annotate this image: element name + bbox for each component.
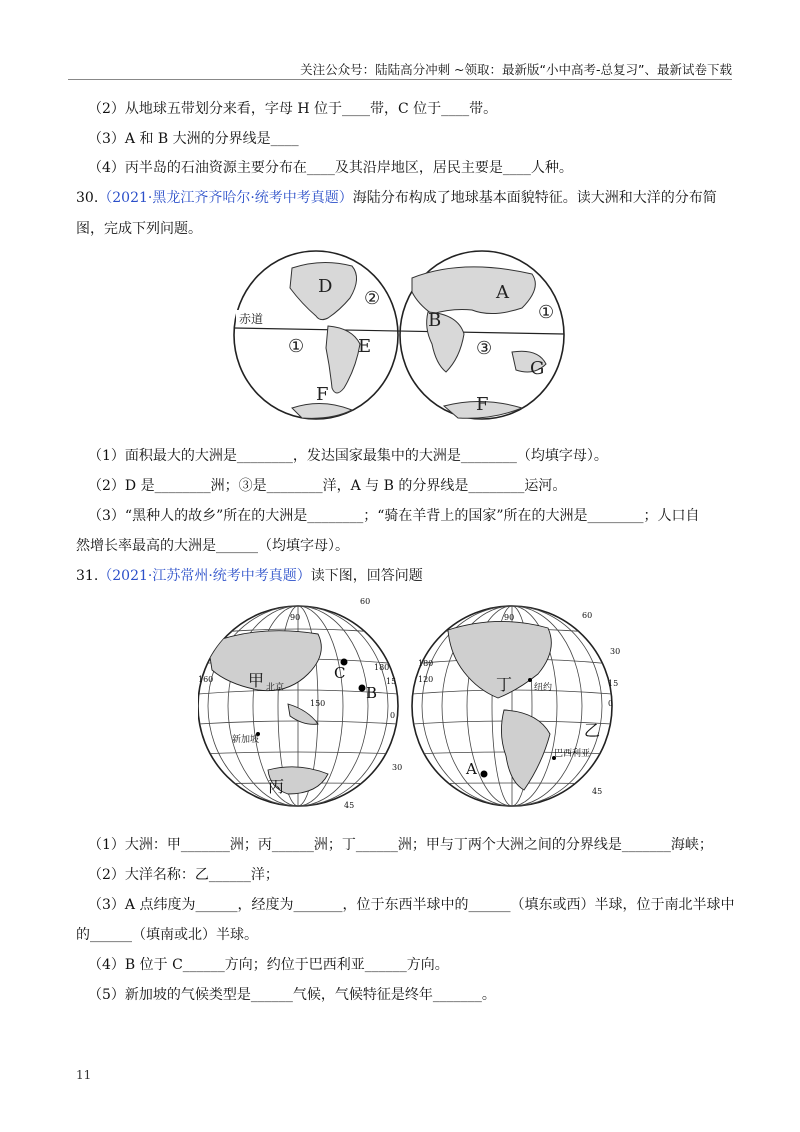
- q30-hemisphere-map: [232, 248, 566, 422]
- map-label-ocean-3: ③: [476, 338, 493, 359]
- q30-part2: （2）D 是________洲；③是________洋，A 与 B 的分界线是________运河。: [88, 478, 567, 494]
- newyork-marker: [528, 678, 532, 682]
- q31-globes-figure: [198, 594, 628, 824]
- tick-left-180: 180: [374, 663, 390, 672]
- map-label-B: B: [428, 310, 442, 331]
- page-number: 11: [76, 1068, 92, 1082]
- point-B-marker: [359, 685, 366, 692]
- map-label-E: E: [358, 336, 372, 357]
- q30-part3-line1: （3）“黑种人的故乡”所在的大洲是________；“骑在羊背上的国家”所在的大洲是________；人口自: [88, 508, 700, 524]
- q31-number: 31.: [76, 568, 99, 584]
- left-globe: [198, 597, 402, 810]
- label-C: C: [334, 664, 346, 682]
- map-label-D: D: [318, 276, 333, 297]
- q31-part2: （2）大洋名称：乙______洋；: [88, 867, 279, 883]
- q31-source[interactable]: （2021·江苏常州·统考中考真题）: [98, 568, 311, 584]
- point-A-marker: [481, 771, 488, 778]
- label-jia: 甲: [248, 671, 265, 690]
- tick-left-15: 15: [386, 677, 397, 686]
- map-label-A: A: [496, 282, 509, 303]
- header-divider: [68, 79, 732, 80]
- q29-part4: （4）丙半岛的石油资源主要分布在____及其沿岸地区，居民主要是____人种。: [88, 160, 573, 176]
- q31-part3-line1: （3）A 点纬度为______，经度为_______，位于东西半球中的______（填东或西）半球，位于南北半球中: [88, 897, 735, 913]
- map-label-F-east: F: [476, 394, 489, 415]
- tick-left-45: 45: [344, 801, 355, 810]
- equator-label: 赤道: [239, 312, 264, 326]
- map-label-G: G: [530, 358, 545, 379]
- label-ding: 丁: [496, 675, 513, 694]
- q29-part3: （3）A 和 B 大洲的分界线是____: [88, 131, 299, 147]
- antarctica-west-shape: [292, 403, 352, 418]
- map-label-ocean-1-west: ①: [288, 336, 305, 357]
- q31-stem: [76, 565, 423, 585]
- q29-part2: （2）从地球五带划分来看，字母 H 位于____带，C 位于____带。: [88, 101, 498, 117]
- tick-right-0: 0: [608, 699, 614, 708]
- q31-part4: （4）B 位于 C______方向；约位于巴西利亚______方向。: [88, 957, 449, 973]
- label-bing: 丙: [268, 777, 285, 796]
- label-newyork: 纽约: [534, 683, 553, 693]
- label-beijing: 北京: [266, 683, 285, 693]
- tick-right-60: 60: [582, 611, 593, 620]
- q31-part1: （1）大洲：甲_______洲；丙______洲；丁______洲；甲与丁两个大洲之间的分界线是_______海峡；: [88, 837, 713, 853]
- q30-source[interactable]: （2021·黑龙江齐齐哈尔·统考中考真题）: [98, 190, 353, 206]
- label-A: A: [466, 760, 477, 778]
- south-america-shape: [326, 326, 360, 393]
- tick-right-15: 15: [608, 679, 619, 688]
- map-label-F-west: F: [316, 384, 329, 405]
- label-B: B: [366, 684, 378, 702]
- q31-stem-text: 读下图，回答问题: [310, 568, 423, 584]
- label-singapore: 新加坡: [232, 735, 260, 745]
- q30-stem-text: 海陆分布构成了地球基本面貌特征。读大洲和大洋的分布简: [352, 190, 717, 206]
- tick-left-60: 60: [360, 597, 371, 606]
- tick-left-0: 0: [390, 711, 396, 720]
- q30-number: 30.: [76, 190, 99, 206]
- page-header: 关注公众号：陆陆高分冲刺 ~领取：最新版“小中高考-总复习”、最新试卷下载: [300, 62, 732, 77]
- label-yi: 乙: [584, 721, 601, 740]
- map-label-ocean-1-east: ①: [538, 302, 555, 323]
- q30-part3-line2: 然增长率最高的大洲是______（均填字母）。: [76, 538, 349, 554]
- right-globe: [412, 604, 620, 808]
- tick-left-90: 90: [290, 613, 301, 622]
- q31-part3-line2: 的______（填南或北）半球。: [76, 927, 258, 943]
- tick-right-45: 45: [592, 787, 603, 796]
- tick-right-120: 120: [418, 675, 434, 684]
- eurasia-shape: [412, 267, 535, 314]
- tick-right-90: 90: [504, 613, 515, 622]
- tick-right-180: 180: [418, 659, 434, 668]
- q30-part1: （1）面积最大的大洲是________，发达国家最集中的大洲是________（均填字母）。: [88, 448, 608, 464]
- map-label-ocean-2: ②: [364, 288, 381, 309]
- tick-left-150: 150: [310, 699, 326, 708]
- tick-right-30: 30: [610, 647, 621, 656]
- q30-stem-line2: 图，完成下列问题。: [76, 221, 202, 237]
- tick-left-30: 30: [392, 763, 403, 772]
- equator-line: [234, 328, 564, 334]
- q30-stem-line1: [76, 187, 717, 207]
- tick-left-160: 160: [198, 675, 214, 684]
- q31-part5: （5）新加坡的气候类型是______气候，气候特征是终年_______。: [88, 987, 496, 1003]
- label-brasilia: 巴西利亚: [554, 749, 591, 759]
